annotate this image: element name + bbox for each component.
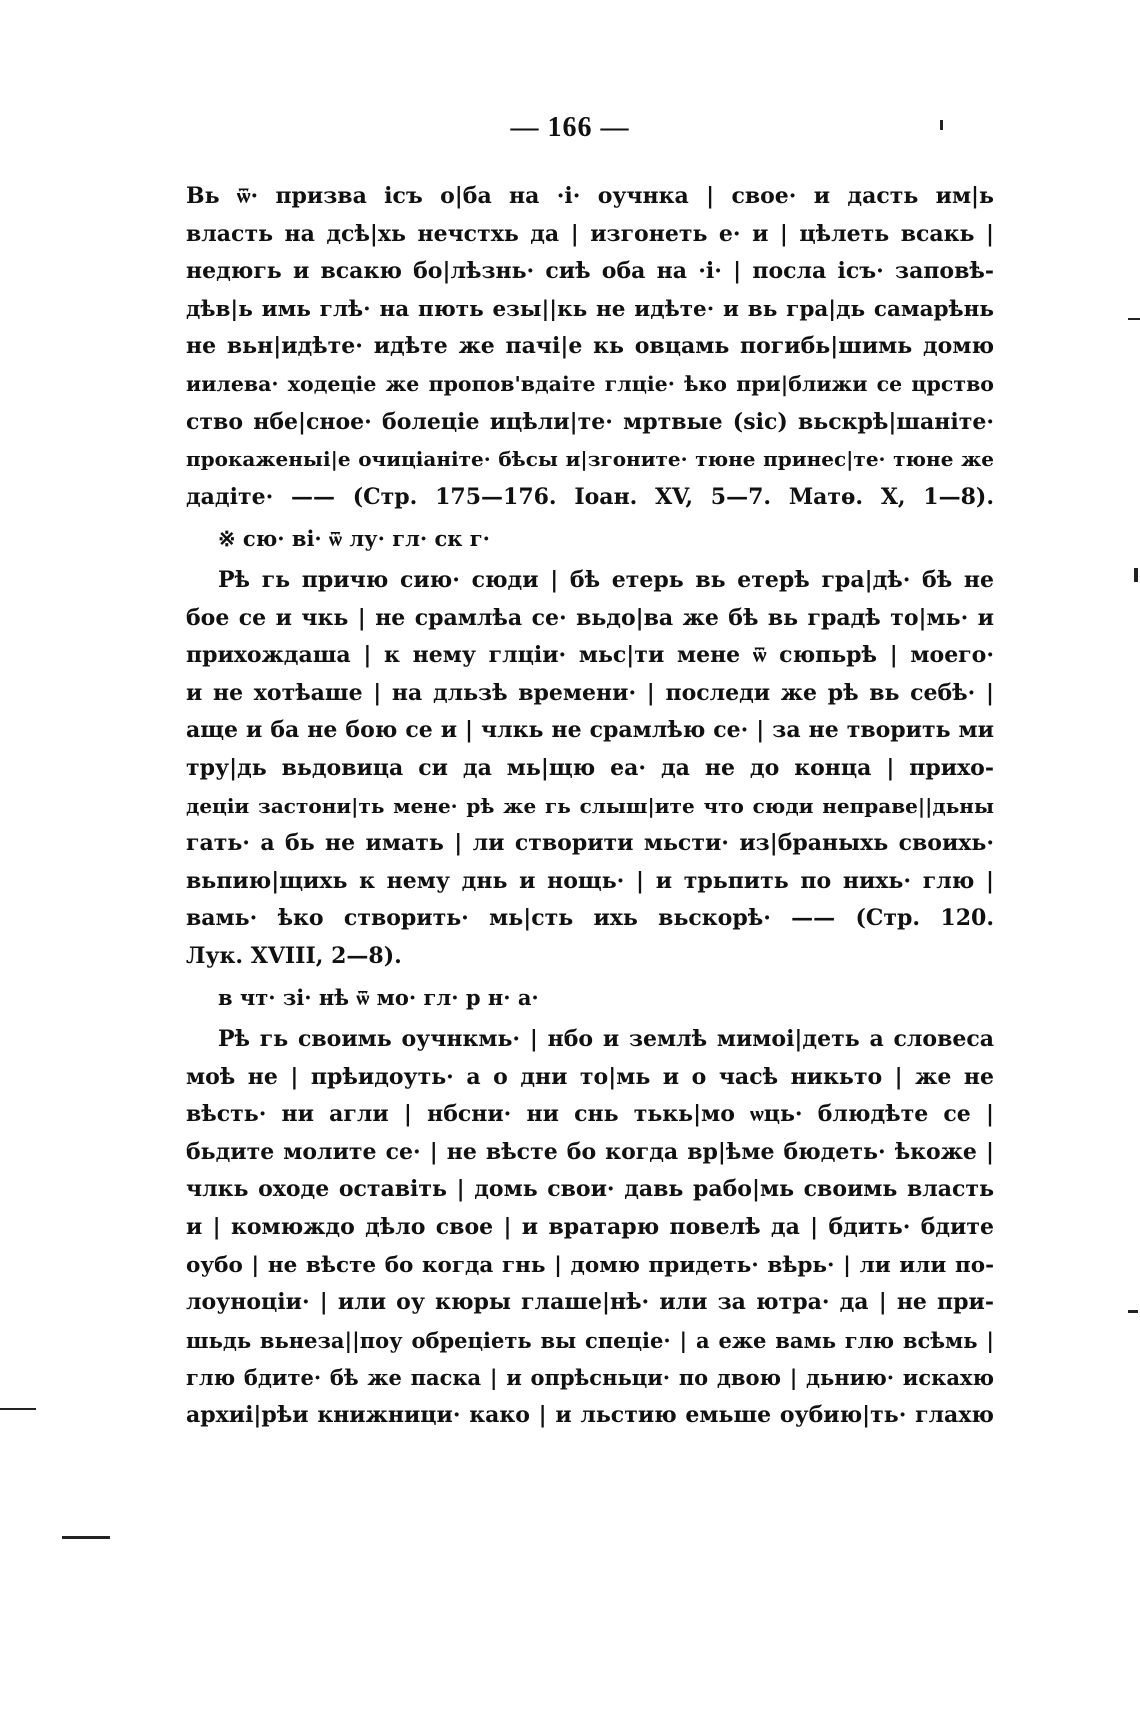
margin-mark	[0, 1408, 36, 1410]
page-number: — 166 —	[510, 112, 630, 143]
body-text	[186, 178, 994, 1435]
section-heading: ※ сю· ві· ѿ лу· гл· ск г·	[218, 526, 490, 552]
text-line: бое се и чкь | не срамлѣа се· вьдо|ва же бѣ вь градѣ то|мь· и	[186, 604, 994, 631]
text-line: прокаженыі|е очиціаніте· бѣсы и|згоните· тюне принес|те· тюне же	[186, 447, 994, 472]
text-line: оубо | не вѣсте бо когда гнь | домю придеть· вѣрь· | ли или по-	[186, 1252, 994, 1278]
text-line: вѣсть· ни агли | нбсни· ни снь тькь|мо ѡць· блюдѣте се |	[186, 1101, 994, 1128]
text-line: Лук. XVIII, 2—8).	[186, 942, 402, 969]
text-line: Рѣ гь причю сию· сюди | бѣ етерь вь етерѣ гра|дѣ· бѣ не	[218, 566, 994, 593]
text-line: члкь оходе оставіть | домь свои· давь рабо|мь своимь власть	[186, 1176, 994, 1203]
text-line: иилева· ходеціе же пропов'вдаіте глціе· ѣко при|ближи се црство	[186, 371, 994, 396]
margin-mark	[1128, 318, 1140, 320]
text-line: и | комюждо дѣло свое | и вратарю повелѣ да | бдить· бдите	[186, 1214, 994, 1241]
text-line: Рѣ гь своимь оучнкмь· | нбо и землѣ мимоі|деть а словеса	[218, 1026, 994, 1053]
text-line: моѣ не | прѣидоуть· а о дни то|мь и о часѣ никьто | же не	[186, 1063, 994, 1090]
text-line: Вь ѿ· призва ісъ о|ба на ·і· оучнка | свое· и дасть им|ь	[186, 183, 994, 209]
text-line: деціи застони|ть мене· рѣ же гь слыш|ите что сюди неправе||дьны	[186, 793, 994, 818]
text-line: прихождаша | к нему глціи· мьс|ти мене ѿ сюпьрѣ | моего·	[186, 642, 994, 669]
text-line: вьпию|щихь к нему днь и нощь· | и трьпить по нихь· глю |	[186, 867, 994, 894]
text-line: шьдь вьнеза||поу обреціеть вы спеціе· | а еже вамь глю всѣмь |	[186, 1327, 994, 1353]
text-line: вамь· ѣко створить· мь|сть ихь вьскорѣ· —— (Стр. 120.	[186, 905, 994, 932]
text-line: власть на дсѣ|хь нечстхь да | изгонеть е· и | цѣлеть всакь |	[186, 220, 994, 247]
text-line: тру|дь вьдовица си да мь|щю еа· да не до конца | прихо-	[186, 754, 994, 781]
text-line: недюгь и всакю бо|лѣзнь· сиѣ оба на ·і· | посла ісъ· заповѣ-	[186, 258, 994, 285]
text-line: и не хотѣаше | на дльзѣ времени· | последи же рѣ вь себѣ· |	[186, 679, 994, 706]
text-line: бьдите молите се· | не вѣсте бо когда вр|ѣме бюдеть· ѣкоже |	[186, 1138, 994, 1165]
margin-mark	[1128, 1310, 1138, 1313]
text-line: аще и ба не бою се и | члкь не срамлѣю се· | за не творить ми	[186, 717, 994, 744]
text-line: архиі|рѣи книжници· како | и льстию емьше оубию|ть· глахю	[186, 1402, 994, 1428]
page-mark	[940, 120, 943, 130]
text-line: гать· а бь не имать | ли створити мьсти· из|браныхь своихь·	[186, 830, 994, 857]
margin-mark	[62, 1536, 110, 1539]
section-heading: в чт· зі· нѣ ѿ мо· гл· р н· а·	[218, 985, 539, 1011]
margin-mark	[1134, 568, 1138, 582]
text-line: дѣв|ь имь глѣ· на пють езы||кь не идѣте· и вь гра|дь самарѣнь	[186, 296, 994, 322]
text-line: лоуноціи· | или оу кюры глаше|нѣ· или за ютра· да | не при-	[186, 1289, 994, 1316]
text-line: глю бдите· бѣ же паска | и опрѣсньци· по двою | дьнию· искахю	[186, 1365, 994, 1391]
text-line: дадіте· —— (Стр. 175—176. Іоан. XV, 5—7. Матѳ. X, 1—8).	[186, 483, 994, 510]
text-line: не вьн|идѣте· идѣте же пачі|е кь овцамь погибь|шимь домю	[186, 333, 994, 360]
text-line: ство нбе|сное· болеціе ицѣли|те· мртвые (sic) вьскрѣ|шаніте·	[186, 408, 994, 435]
